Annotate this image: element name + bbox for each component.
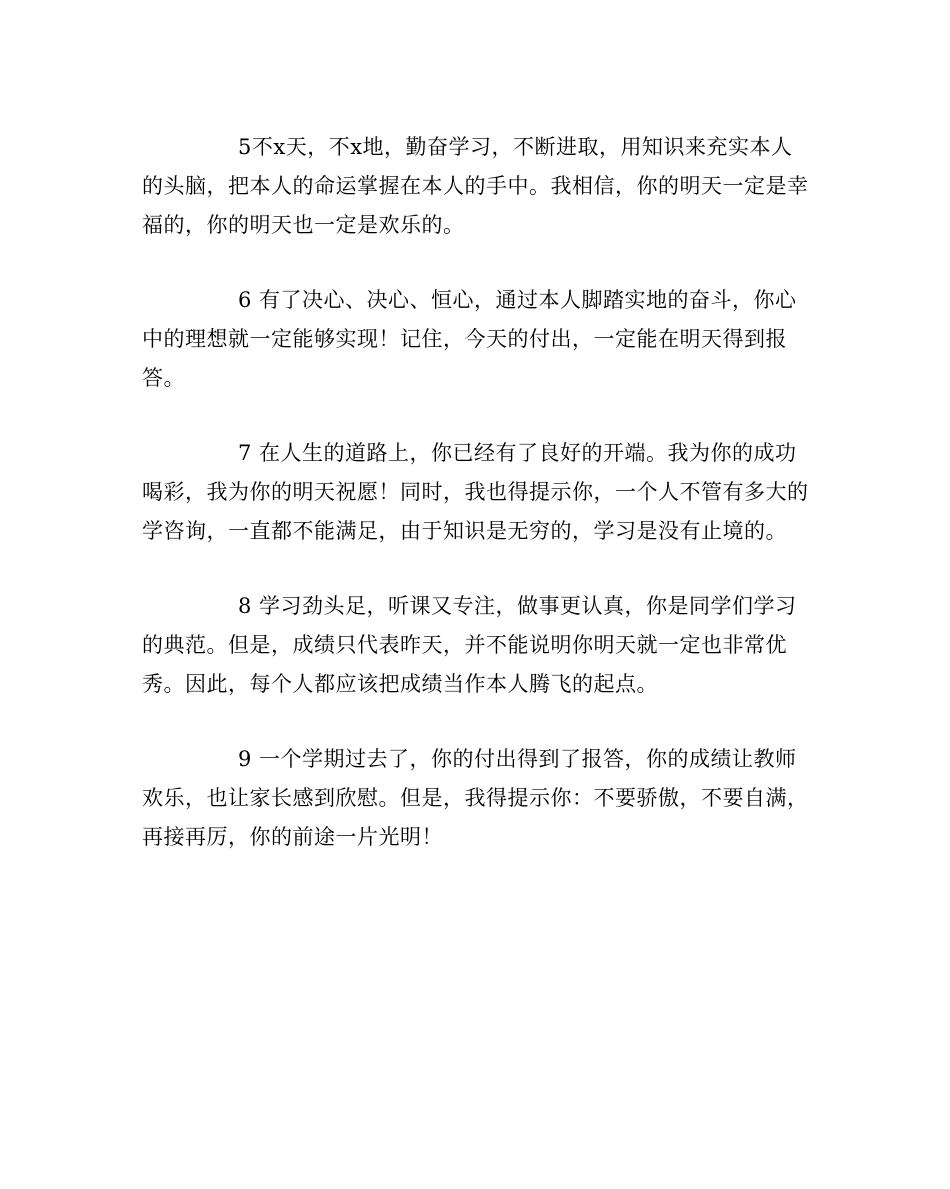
paragraph-9: 9 一个学期过去了，你的付出得到了报答，你的成绩让教师欢乐，也让家长感到欣慰。但是，我得提示你：不要骄傲，不要自满，再接再厉，你的前途一片光明！ xyxy=(142,747,809,849)
paragraph-6: 6 有了决心、决心、恒心，通过本人脚踏实地的奋斗，你心中的理想就一定能够实现！记住，今天的付出，一定能在明天得到报答。 xyxy=(142,288,797,390)
paragraph-8: 8 学习劲头足，听课又专注，做事更认真，你是同学们学习的典范。但是，成绩只代表昨天，并不能说明你明天就一定也非常优秀。因此，每个人都应该把成绩当作本人腾飞的起点。 xyxy=(142,594,797,696)
paragraph-5: 5不x天，不x地，勤奋学习，不断进取，用知识来充实本人的头脑，把本人的命运掌握在本人的手中。我相信，你的明天一定是幸福的，你的明天也一定是欢乐的。 xyxy=(142,135,809,237)
document-body xyxy=(142,128,810,893)
paragraph-7: 7 在人生的道路上，你已经有了良好的开端。我为你的成功喝彩，我为你的明天祝愿！同时，我也得提示你，一个人不管有多大的学咨询，一直都不能满足，由于知识是无穷的，学习是没有止境的。 xyxy=(142,441,809,543)
